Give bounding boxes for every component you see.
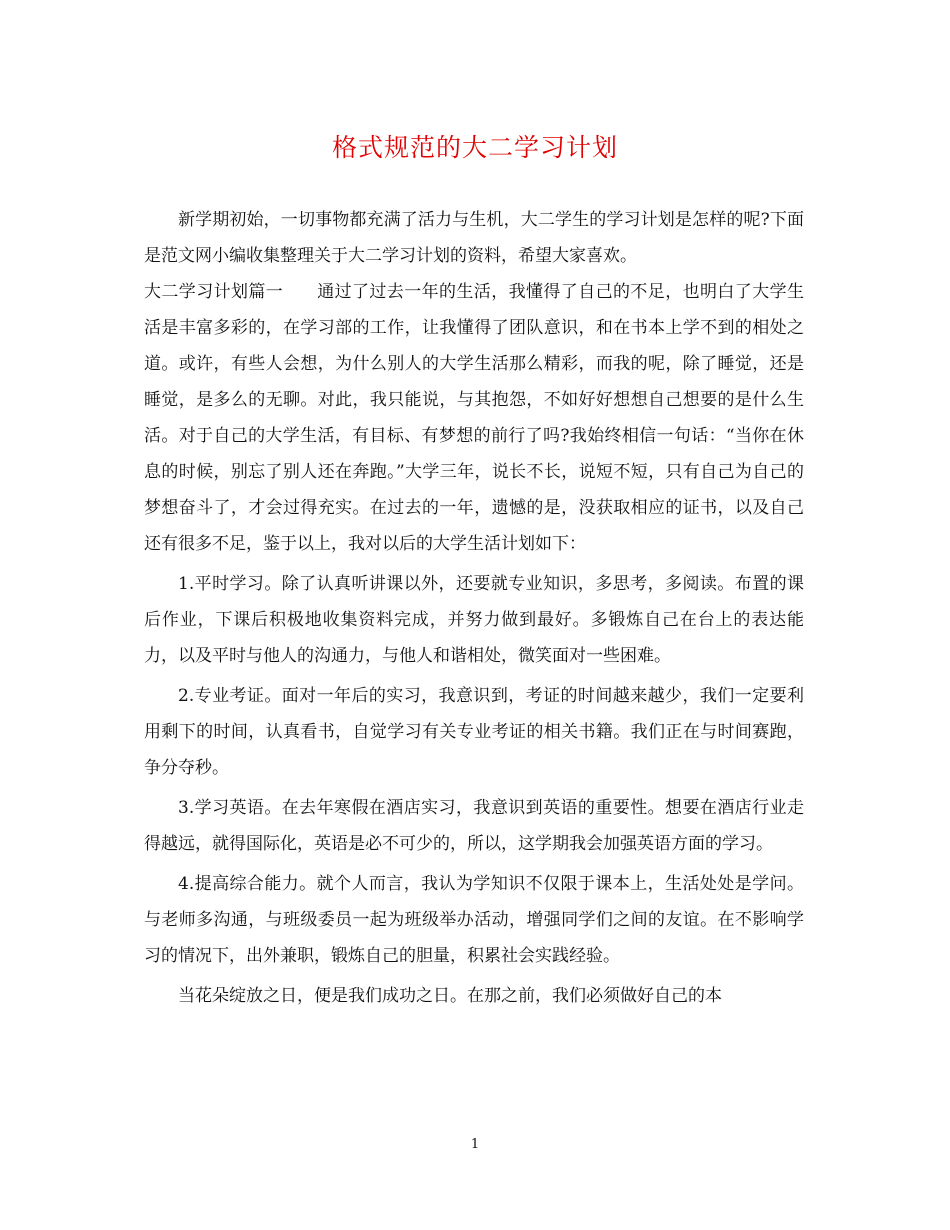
section-paragraph [144, 274, 804, 562]
section-heading: 大二学习计划篇一 [144, 282, 284, 302]
page-number: 1 [470, 1137, 480, 1152]
plan-item-3: 3.学习英语。在去年寒假在酒店实习，我意识到英语的重要性。想要在酒店行业走得越远，就得国际化，英语是必不可少的，所以，这学期我会加强英语方面的学习。 [144, 798, 804, 854]
closing-paragraph: 当花朵绽放之日，便是我们成功之日。在那之前，我们必须做好自己的本 [178, 986, 722, 1006]
section-text: 通过了过去一年的生活，我懂得了自己的不足，也明白了大学生活是丰富多彩的，在学习部的工作，让我懂得了团队意识，和在书本上学不到的相处之道。或许，有些人会想，为什么别人的大学生活那么精彩，而我的呢，除了睡觉，还是睡觉，是多么的无聊。对此，我只能说，与其抱怨，不如好好想想自己想要的是什么生活。对于自己的大学生活，有目标、有梦想的前行了吗?我始终相信一句话：“当你在休息的时候，别忘了别人还在奔跑。”大学三年，说长不长，说短不短，只有自己为自己的梦想奋斗了，才会过得充实。在过去的一年，遗憾的是，没获取相应的证书，以及自己还有很多不足，鉴于以上，我对以后的大学生活计划如下： [144, 282, 805, 554]
plan-item-1: 1.平时学习。除了认真听讲课以外，还要就专业知识，多思考，多阅读。布置的课后作业，下课后积极地收集资料完成，并努力做到最好。多锻炼自己在台上的表达能力，以及平时与他人的沟通力，与他人和谐相处，微笑面对一些困难。 [144, 574, 804, 666]
document-title: 格式规范的大二学习计划 [331, 133, 618, 162]
document-body [144, 202, 804, 1014]
plan-item-2: 2.专业考证。面对一年后的实习，我意识到，考证的时间越来越少，我们一定要利用剩下的时间，认真看书，自觉学习有关专业考证的相关书籍。我们正在与时间赛跑，争分夺秒。 [144, 686, 804, 778]
plan-item-4: 4.提高综合能力。就个人而言，我认为学知识不仅限于课本上，生活处处是学问。与老师多沟通，与班级委员一起为班级举办活动，增强同学们之间的友谊。在不影响学习的情况下，出外兼职，锻炼自己的胆量，积累社会实践经验。 [144, 874, 804, 966]
intro-paragraph: 新学期初始，一切事物都充满了活力与生机，大二学生的学习计划是怎样的呢?下面是范文网小编收集整理关于大二学习计划的资料，希望大家喜欢。 [144, 210, 804, 266]
